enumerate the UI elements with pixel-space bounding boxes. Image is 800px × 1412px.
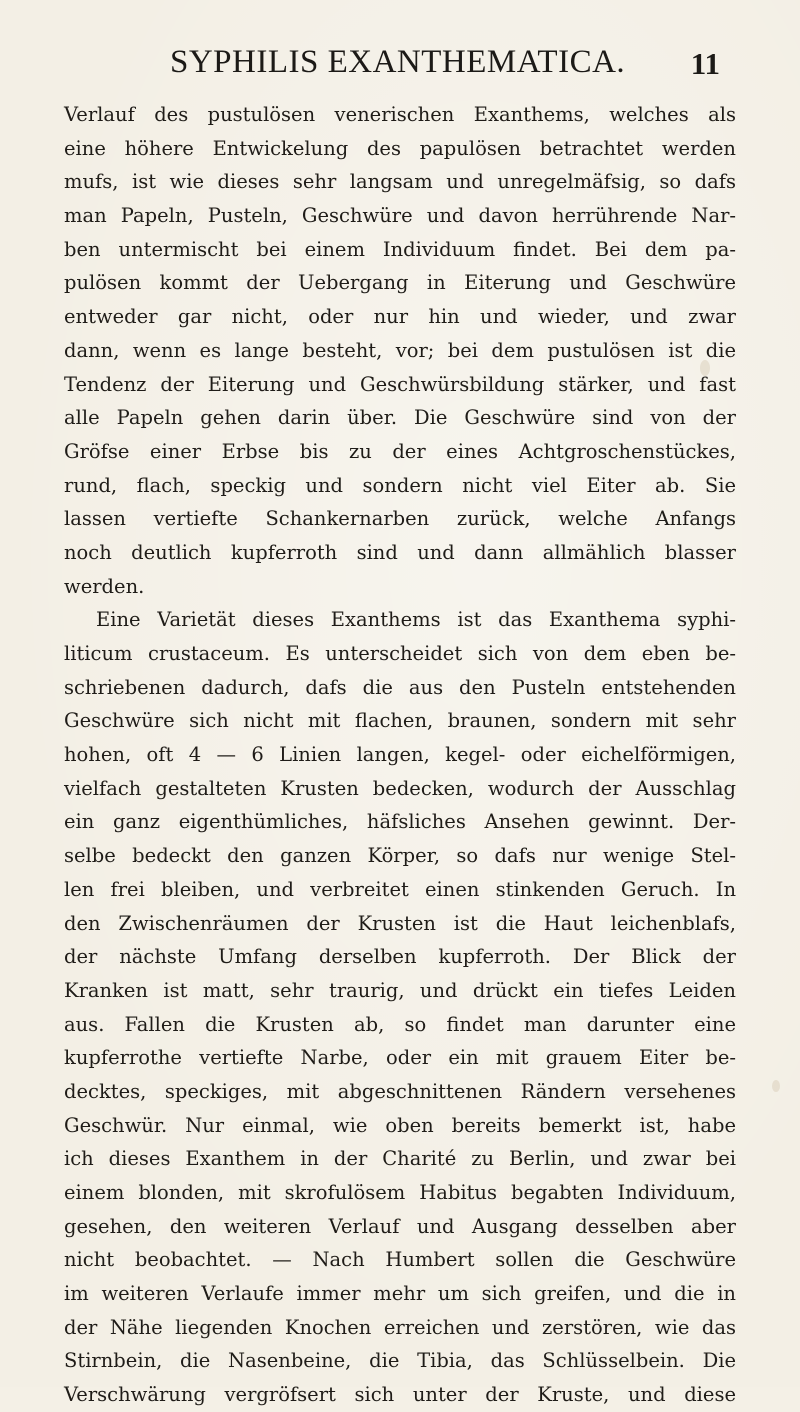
text-line: alle Papeln gehen darin über. Die Geschwüre sind von der [64, 406, 736, 430]
text-line: ich dieses Exanthem in der Charité zu Berlin, und zwar bei [64, 1147, 736, 1171]
page-header [60, 44, 760, 84]
text-line: eine höhere Entwickelung des papulösen betrachtet werden [64, 136, 736, 160]
text-line: Stirnbein, die Nasenbeine, die Tibia, das Schlüsselbein. Die [64, 1349, 736, 1373]
text-line: aus. Fallen die Krusten ab, so findet man darunter eine [64, 1012, 736, 1036]
page-number: 11 [690, 46, 720, 81]
text-line: decktes, speckiges, mit abgeschnittenen Rändern versehenes [64, 1079, 736, 1103]
text-line: nicht beobachtet. — Nach Humbert sollen die Geschwüre [64, 1248, 736, 1272]
text-line: der nächste Umfang derselben kupferroth. Der Blick der [64, 945, 736, 969]
paper-stain [772, 1080, 780, 1092]
text-line: der Nähe liegenden Knochen erreichen und zerstören, wie das [64, 1315, 736, 1339]
text-line: len frei bleiben, und verbreitet einen stinkenden Geruch. In [64, 877, 736, 901]
text-line: Eine Varietät dieses Exanthems ist das Exanthema syphi- [96, 608, 736, 632]
text-line: schriebenen dadurch, dafs die aus den Pusteln entstehenden [64, 675, 736, 699]
text-line: ein ganz eigenthümliches, häfsliches Ansehen gewinnt. Der- [64, 810, 736, 834]
text-line: kupferrothe vertiefte Narbe, oder ein mit grauem Eiter be- [64, 1046, 736, 1070]
text-line: Gröfse einer Erbse bis zu der eines Achtgroschenstückes, [64, 439, 736, 463]
text-line: Kranken ist matt, sehr traurig, und drückt ein tiefes Leiden [64, 978, 736, 1002]
text-line: lassen vertiefte Schankernarben zurück, welche Anfangs [64, 507, 736, 531]
text-line: im weiteren Verlaufe immer mehr um sich greifen, und die in [64, 1282, 736, 1306]
text-line: pulösen kommt der Uebergang in Eiterung und Geschwüre [64, 271, 736, 295]
body-text [64, 98, 736, 1412]
text-line: hohen, oft 4 — 6 Linien langen, kegel- oder eichelförmigen, [64, 743, 736, 767]
text-line: Tendenz der Eiterung und Geschwürsbildung stärker, und fast [64, 372, 736, 396]
text-line: Geschwür. Nur einmal, wie oben bereits bemerkt ist, habe [64, 1113, 736, 1137]
running-title: SYPHILIS EXANTHEMATICA. [170, 44, 626, 80]
text-line: vielfach gestalteten Krusten bedecken, wodurch der Ausschlag [64, 776, 736, 800]
text-line: man Papeln, Pusteln, Geschwüre und davon herrührende Nar- [64, 204, 736, 228]
text-line: ben untermischt bei einem Individuum findet. Bei dem pa- [64, 237, 736, 261]
text-line: Geschwüre sich nicht mit flachen, braunen, sondern mit sehr [64, 709, 736, 733]
text-line: werden. [64, 574, 145, 598]
text-line: gesehen, den weiteren Verlauf und Ausgang desselben aber [64, 1214, 736, 1238]
text-line: entweder gar nicht, oder nur hin und wieder, und zwar [64, 305, 736, 329]
text-line: mufs, ist wie dieses sehr langsam und unregelmäfsig, so dafs [64, 170, 736, 194]
text-line: selbe bedeckt den ganzen Körper, so dafs nur wenige Stel- [64, 844, 736, 868]
text-line: Verlauf des pustulösen venerischen Exanthems, welches als [64, 103, 736, 126]
text-line: den Zwischenräumen der Krusten ist die Haut leichenblafs, [64, 911, 736, 935]
text-line: noch deutlich kupferroth sind und dann allmählich blasser [64, 540, 736, 564]
text-line: dann, wenn es lange besteht, vor; bei dem pustulösen ist die [64, 338, 736, 362]
text-line: liticum crustaceum. Es unterscheidet sich von dem eben be- [64, 642, 736, 665]
text-line: Verschwärung vergröfsert sich unter der Kruste, und diese [64, 1383, 736, 1407]
text-line: einem blonden, mit skrofulösem Habitus begabten Individuum, [64, 1181, 736, 1204]
text-line: rund, flach, speckig und sondern nicht viel Eiter ab. Sie [64, 473, 736, 497]
